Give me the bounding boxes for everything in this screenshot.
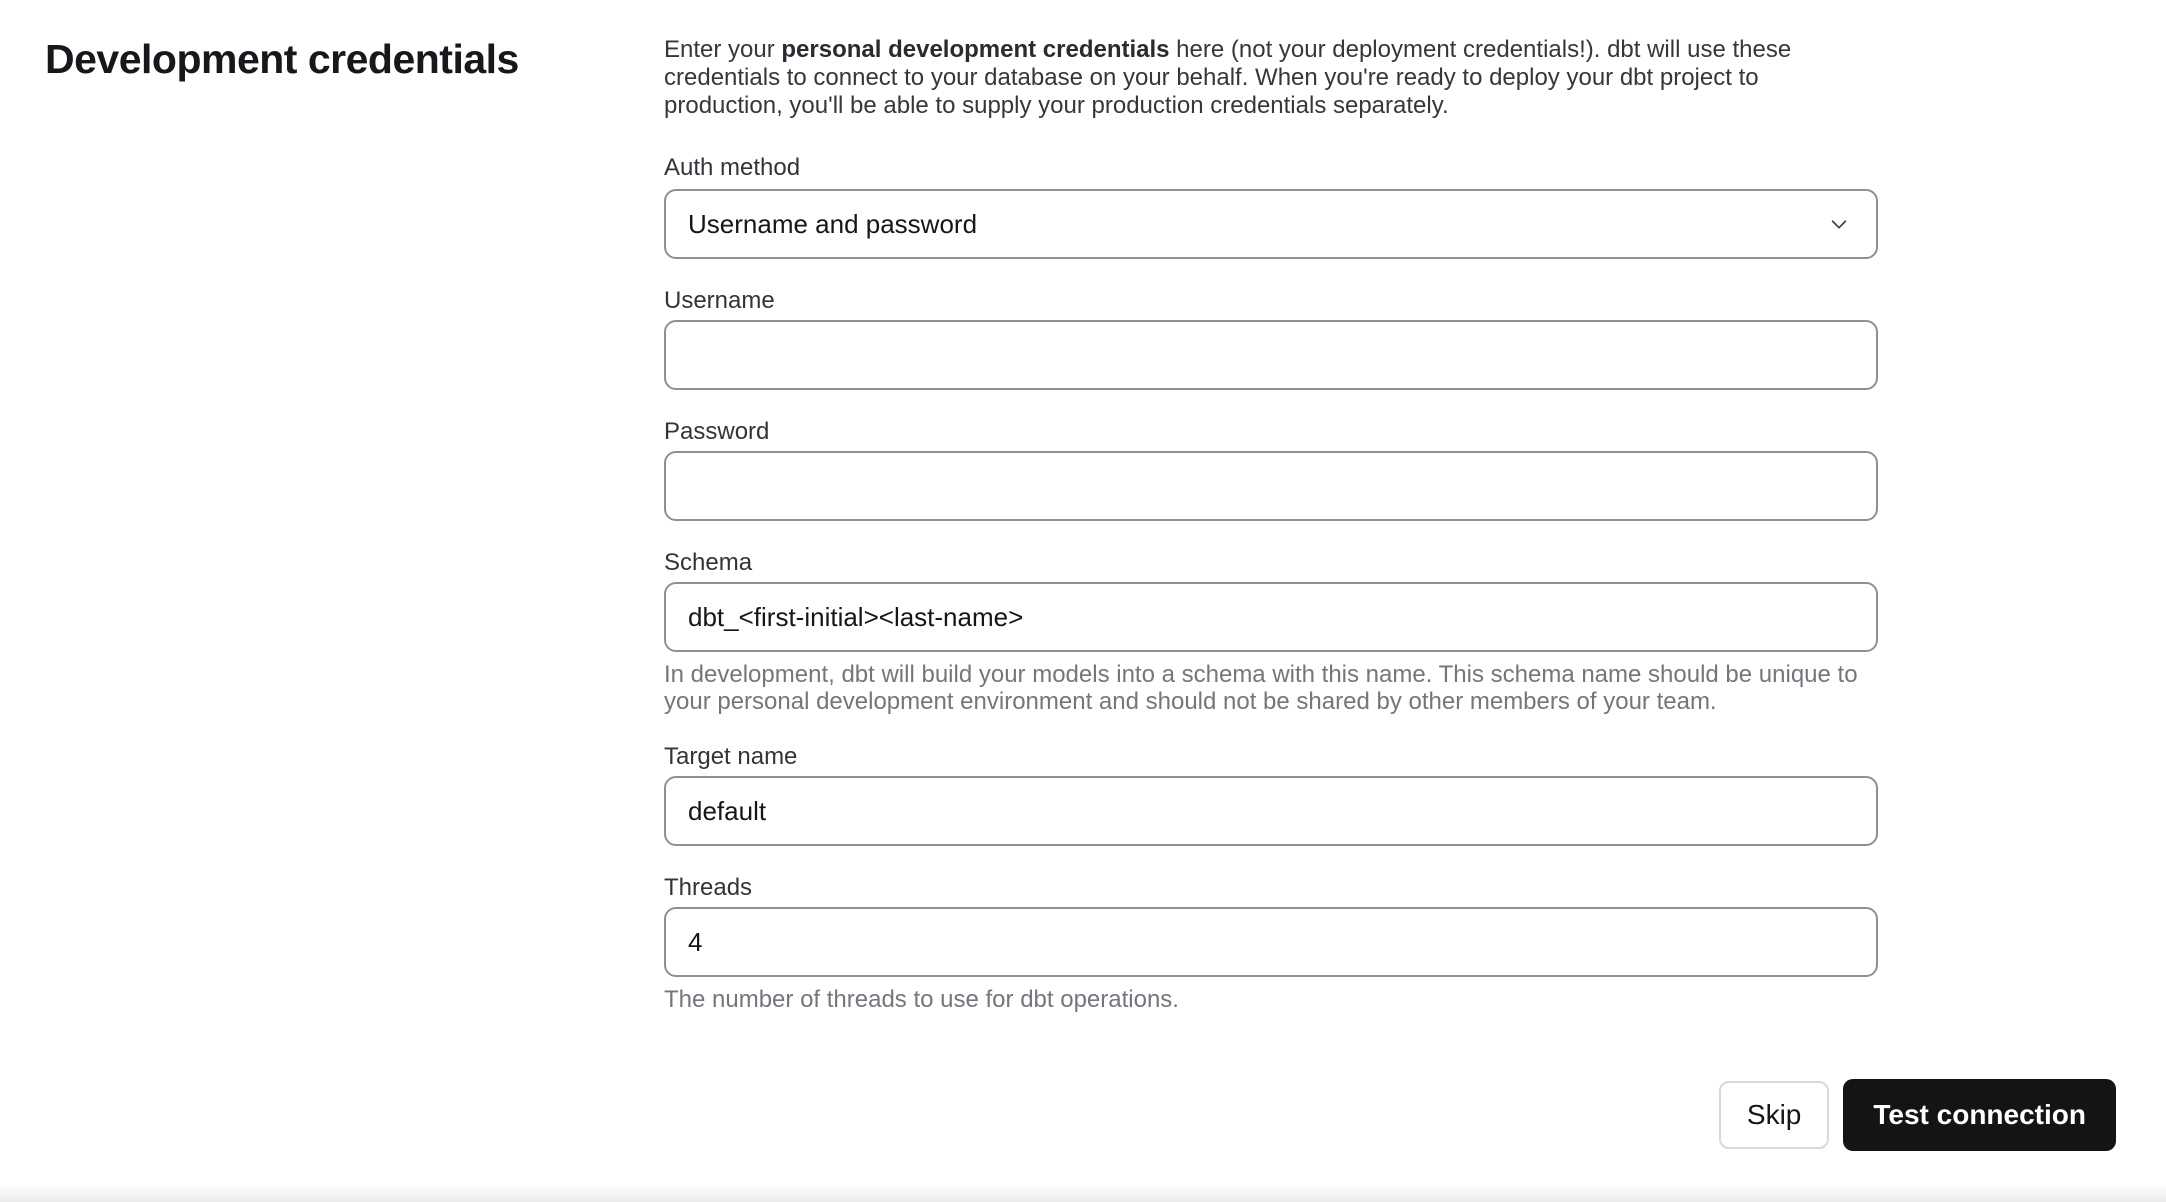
threads-label: Threads [664, 874, 753, 901]
username-input[interactable] [664, 320, 1878, 390]
auth-method-selected-value: Username and password [688, 208, 978, 239]
schema-label: Schema [664, 549, 753, 576]
skip-button[interactable]: Skip [1719, 1081, 1829, 1149]
page-title: Development credentials [45, 36, 519, 82]
schema-help-text: In development, dbt will build your models into a schema with this name. This schema name should be unique to your personal development environment and should not be shared by other members of your team. [664, 661, 1858, 715]
bottom-edge-shadow [0, 1184, 2166, 1202]
intro-text-prefix: Enter your [664, 36, 782, 63]
schema-input[interactable] [664, 582, 1878, 652]
credentials-form [664, 36, 1878, 1013]
threads-input[interactable] [664, 907, 1878, 977]
test-connection-button[interactable]: Test connection [1843, 1079, 2116, 1151]
footer-actions [1719, 1079, 2116, 1151]
auth-method-select[interactable] [664, 189, 1878, 259]
password-label: Password [664, 418, 770, 445]
auth-method-label: Auth method [664, 154, 801, 181]
target-name-label: Target name [664, 743, 798, 770]
intro-text-suffix: here (not your deployment credentials!). dbt will use these credentials to connect to your database on your behalf. When you're ready to deploy your dbt project to production, you'll be able to supply your production credentials separately. [664, 36, 1792, 119]
target-name-input[interactable] [664, 776, 1878, 846]
intro-text [664, 36, 1878, 120]
username-label: Username [664, 287, 775, 314]
auth-method-select-wrap [664, 189, 1878, 259]
intro-text-bold: personal development credentials [781, 36, 1170, 63]
password-input[interactable] [664, 451, 1878, 521]
threads-help-text: The number of threads to use for dbt operations. [664, 986, 1179, 1013]
